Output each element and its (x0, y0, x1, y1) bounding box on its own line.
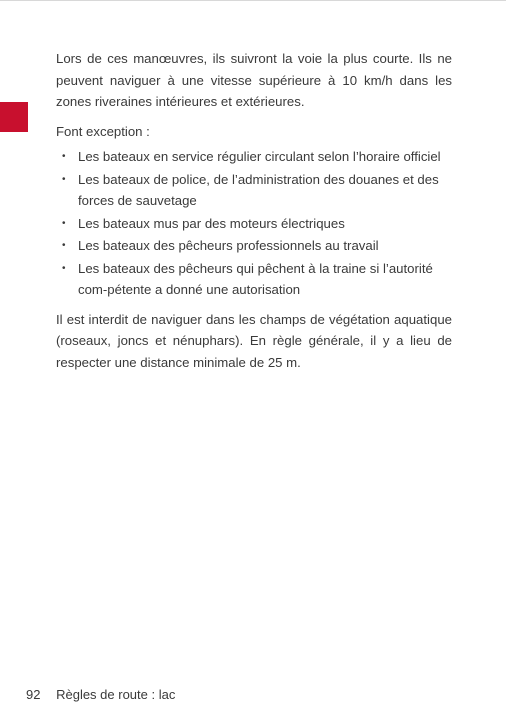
list-item-text: Les bateaux en service régulier circulant selon l’horaire officiel (78, 149, 441, 164)
list-item (56, 146, 452, 168)
bullet-icon: • (62, 151, 66, 162)
list-item (56, 213, 452, 235)
bullet-icon: • (62, 262, 66, 274)
chapter-marker (0, 102, 28, 132)
list-item-text: Les bateaux des pêcheurs professionnels au travail (78, 238, 379, 253)
bullet-icon: • (62, 240, 66, 251)
intro-paragraph: Lors de ces manœuvres, ils suivront la voie la plus courte. Ils ne peuvent naviguer à une vitesse supérieure à 10 km/h dans les zones riveraines intérieures et extérieures. (56, 51, 452, 109)
closing-paragraph: Il est interdit de naviguer dans les champs de végétation aquatique (roseaux, joncs et nénuphars). En règle générale, il y a lieu de respecter une distance minimale de 25 m. (56, 311, 452, 370)
page-content (56, 48, 452, 373)
exception-heading: Font exception : (56, 123, 150, 139)
bullet-icon: • (62, 217, 66, 229)
page-number: 92 (26, 687, 41, 702)
footer-section-title: Règles de route : lac (56, 687, 176, 702)
list-item (56, 169, 452, 212)
list-item (56, 235, 452, 257)
list-item-text: Les bateaux des pêcheurs qui pêchent à la traine si l’autorité com-pétente a donné une autorisation (78, 260, 433, 297)
list-item-text: Les bateaux de police, de l’administration des douanes et des forces de sauvetage (78, 171, 439, 208)
page-footer (26, 687, 175, 702)
list-item (56, 258, 452, 301)
exception-list (56, 146, 452, 301)
list-item-text: Les bateaux mus par des moteurs électriques (78, 215, 345, 231)
page-top-border (0, 0, 506, 1)
bullet-icon: • (62, 173, 66, 185)
